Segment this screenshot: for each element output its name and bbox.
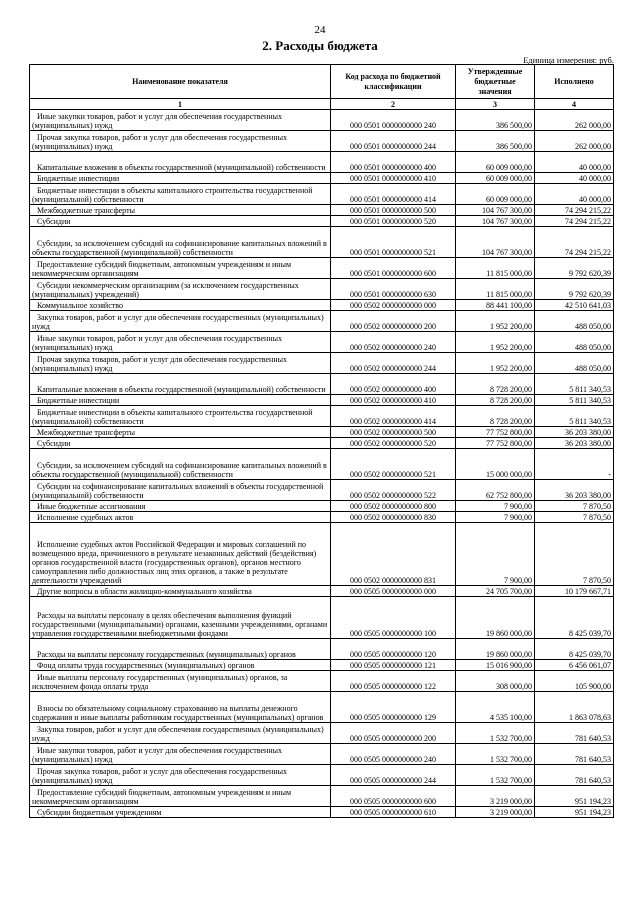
row-name: Прочая закупка товаров, работ и услуг для обеспечения государственных (муниципальных) нужд bbox=[30, 353, 331, 374]
row-code: 000 0505 0000000000 000 bbox=[331, 586, 456, 597]
row-executed: 7 870,50 bbox=[535, 523, 614, 586]
table-row bbox=[30, 353, 614, 374]
row-executed: 262 000,00 bbox=[535, 110, 614, 131]
row-name: Иные закупки товаров, работ и услуг для обеспечения государственных (муниципальных) нужд bbox=[30, 110, 331, 131]
row-executed: 781 640,53 bbox=[535, 723, 614, 744]
table-row bbox=[30, 597, 614, 639]
column-number: 4 bbox=[535, 99, 614, 110]
section-title: 2. Расходы бюджета bbox=[262, 38, 378, 53]
row-approved: 11 815 000,00 bbox=[456, 258, 535, 279]
row-code: 000 0502 0000000000 831 bbox=[331, 523, 456, 586]
row-approved: 8 728 200,00 bbox=[456, 406, 535, 427]
row-approved: 104 767 300,00 bbox=[456, 227, 535, 258]
table-row bbox=[30, 216, 614, 227]
row-executed: 105 900,00 bbox=[535, 671, 614, 692]
row-name: Исполнение судебных актов bbox=[30, 512, 331, 523]
row-approved: 77 752 800,00 bbox=[456, 438, 535, 449]
row-approved: 7 900,00 bbox=[456, 523, 535, 586]
row-approved: 62 752 800,00 bbox=[456, 480, 535, 501]
row-executed: 951 194,23 bbox=[535, 786, 614, 807]
table-row bbox=[30, 723, 614, 744]
row-name: Бюджетные инвестиции bbox=[30, 395, 331, 406]
row-name: Субсидии на софинансирование капитальных вложений в объекты государственной (муниципальной) собственности bbox=[30, 480, 331, 501]
expenses-table bbox=[29, 64, 614, 818]
row-approved: 11 815 000,00 bbox=[456, 279, 535, 300]
row-code: 000 0502 0000000000 800 bbox=[331, 501, 456, 512]
row-code: 000 0502 0000000000 244 bbox=[331, 353, 456, 374]
row-code: 000 0505 0000000000 610 bbox=[331, 807, 456, 818]
row-approved: 386 500,00 bbox=[456, 131, 535, 152]
row-executed: 9 792 620,39 bbox=[535, 258, 614, 279]
row-name: Иные бюджетные ассигнования bbox=[30, 501, 331, 512]
row-name: Другие вопросы в области жилищно-коммунального хозяйства bbox=[30, 586, 331, 597]
table-row bbox=[30, 311, 614, 332]
row-executed: 7 870,50 bbox=[535, 512, 614, 523]
row-executed: 488 050,00 bbox=[535, 311, 614, 332]
row-approved: 3 219 000,00 bbox=[456, 786, 535, 807]
table-row bbox=[30, 786, 614, 807]
row-approved: 308 000,00 bbox=[456, 671, 535, 692]
row-executed: 9 792 620,39 bbox=[535, 279, 614, 300]
row-code: 000 0501 0000000000 414 bbox=[331, 184, 456, 205]
table-row bbox=[30, 395, 614, 406]
column-number: 1 bbox=[30, 99, 331, 110]
row-executed: 36 203 380,00 bbox=[535, 438, 614, 449]
row-name: Прочая закупка товаров, работ и услуг для обеспечения государственных (муниципальных) нужд bbox=[30, 765, 331, 786]
row-executed: 40 000,00 bbox=[535, 173, 614, 184]
row-executed: 8 425 039,70 bbox=[535, 639, 614, 660]
row-name: Расходы на выплаты персоналу государственных (муниципальных) органов bbox=[30, 639, 331, 660]
row-name: Межбюджетные трансферты bbox=[30, 427, 331, 438]
table-row bbox=[30, 480, 614, 501]
header-approved: Утвержденные бюджетные значения bbox=[456, 65, 535, 99]
table-row bbox=[30, 744, 614, 765]
table-row bbox=[30, 173, 614, 184]
row-name: Расходы на выплаты персоналу в целях обеспечения выполнения функций государственными (муниципальными) органами, казенными учреждениями, органами управления государственными внебюджетными фондами bbox=[30, 597, 331, 639]
row-approved: 60 009 000,00 bbox=[456, 184, 535, 205]
row-executed: 74 294 215,22 bbox=[535, 216, 614, 227]
row-approved: 104 767 300,00 bbox=[456, 205, 535, 216]
table-row bbox=[30, 152, 614, 173]
row-name: Коммунальное хозяйство bbox=[30, 300, 331, 311]
table-row bbox=[30, 258, 614, 279]
row-code: 000 0501 0000000000 244 bbox=[331, 131, 456, 152]
table-row bbox=[30, 184, 614, 205]
row-approved: 19 860 000,00 bbox=[456, 597, 535, 639]
row-code: 000 0502 0000000000 830 bbox=[331, 512, 456, 523]
row-code: 000 0501 0000000000 630 bbox=[331, 279, 456, 300]
row-code: 000 0502 0000000000 240 bbox=[331, 332, 456, 353]
row-name: Бюджетные инвестиции в объекты капитального строительства государственной (муниципальной) собственности bbox=[30, 406, 331, 427]
row-executed: 36 203 380,00 bbox=[535, 427, 614, 438]
row-code: 000 0505 0000000000 240 bbox=[331, 744, 456, 765]
row-name: Капитальные вложения в объекты государственной (муниципальной) собственности bbox=[30, 152, 331, 173]
row-approved: 1 952 200,00 bbox=[456, 353, 535, 374]
row-code: 000 0505 0000000000 122 bbox=[331, 671, 456, 692]
row-code: 000 0501 0000000000 600 bbox=[331, 258, 456, 279]
table-row bbox=[30, 501, 614, 512]
table-row bbox=[30, 110, 614, 131]
table-row bbox=[30, 279, 614, 300]
row-approved: 1 532 700,00 bbox=[456, 765, 535, 786]
table-row bbox=[30, 300, 614, 311]
row-code: 000 0505 0000000000 200 bbox=[331, 723, 456, 744]
row-executed: 8 425 039,70 bbox=[535, 597, 614, 639]
row-executed: 488 050,00 bbox=[535, 353, 614, 374]
table-row bbox=[30, 131, 614, 152]
row-approved: 7 900,00 bbox=[456, 501, 535, 512]
table-row bbox=[30, 660, 614, 671]
row-code: 000 0505 0000000000 129 bbox=[331, 692, 456, 723]
row-approved: 15 016 900,00 bbox=[456, 660, 535, 671]
table-row bbox=[30, 332, 614, 353]
row-approved: 77 752 800,00 bbox=[456, 427, 535, 438]
row-executed: 10 179 667,71 bbox=[535, 586, 614, 597]
header-code: Код расхода по бюджетной классификации bbox=[331, 65, 456, 99]
row-name: Исполнение судебных актов Российской Федерации и мировых соглашений по возмещению вреда, причиненного в результате незаконных действий (бездействия) органов государственной власти (государственных органов), органов местного самоуправления либо должностных лиц этих органов, а также в результате деятельности учреждений bbox=[30, 523, 331, 586]
row-approved: 19 860 000,00 bbox=[456, 639, 535, 660]
table-row bbox=[30, 765, 614, 786]
row-name: Закупка товаров, работ и услуг для обеспечения государственных (муниципальных) нужд bbox=[30, 723, 331, 744]
row-approved: 60 009 000,00 bbox=[456, 173, 535, 184]
row-code: 000 0501 0000000000 520 bbox=[331, 216, 456, 227]
row-code: 000 0502 0000000000 000 bbox=[331, 300, 456, 311]
row-executed: 488 050,00 bbox=[535, 332, 614, 353]
row-name: Субсидии, за исключением субсидий на софинансирование капитальных вложений в объекты государственной (муниципальной) собственности bbox=[30, 227, 331, 258]
row-approved: 1 532 700,00 bbox=[456, 744, 535, 765]
row-name: Прочая закупка товаров, работ и услуг для обеспечения государственных (муниципальных) нужд bbox=[30, 131, 331, 152]
row-approved: 24 705 700,00 bbox=[456, 586, 535, 597]
row-executed: 36 203 380,00 bbox=[535, 480, 614, 501]
row-name: Взносы по обязательному социальному страхованию на выплаты денежного содержания и иные выплаты работникам государственных (муниципальных) органов bbox=[30, 692, 331, 723]
row-name: Субсидии bbox=[30, 216, 331, 227]
row-name: Бюджетные инвестиции в объекты капитального строительства государственной (муниципальной) собственности bbox=[30, 184, 331, 205]
table-row bbox=[30, 692, 614, 723]
row-executed: 781 640,53 bbox=[535, 765, 614, 786]
column-number-row bbox=[30, 99, 614, 110]
row-executed: 74 294 215,22 bbox=[535, 205, 614, 216]
row-name: Иные выплаты персоналу государственных (муниципальных) органов, за исключением фонда оплаты труда bbox=[30, 671, 331, 692]
table-row bbox=[30, 438, 614, 449]
row-approved: 8 728 200,00 bbox=[456, 395, 535, 406]
row-executed: 5 811 340,53 bbox=[535, 374, 614, 395]
row-name: Иные закупки товаров, работ и услуг для обеспечения государственных (муниципальных) нужд bbox=[30, 332, 331, 353]
table-row bbox=[30, 523, 614, 586]
row-code: 000 0501 0000000000 400 bbox=[331, 152, 456, 173]
row-code: 000 0501 0000000000 500 bbox=[331, 205, 456, 216]
table-body bbox=[30, 110, 614, 818]
row-name: Закупка товаров, работ и услуг для обеспечения государственных (муниципальных) нужд bbox=[30, 311, 331, 332]
row-executed: 7 870,50 bbox=[535, 501, 614, 512]
row-code: 000 0505 0000000000 120 bbox=[331, 639, 456, 660]
row-name: Субсидии, за исключением субсидий на софинансирование капитальных вложений в объекты государственной (муниципальной) собственности bbox=[30, 449, 331, 480]
row-approved: 3 219 000,00 bbox=[456, 807, 535, 818]
row-executed: 781 640,53 bbox=[535, 744, 614, 765]
row-code: 000 0502 0000000000 522 bbox=[331, 480, 456, 501]
row-approved: 88 441 100,00 bbox=[456, 300, 535, 311]
row-code: 000 0505 0000000000 100 bbox=[331, 597, 456, 639]
table-row bbox=[30, 374, 614, 395]
row-executed: 951 194,23 bbox=[535, 807, 614, 818]
row-approved: 7 900,00 bbox=[456, 512, 535, 523]
row-code: 000 0501 0000000000 240 bbox=[331, 110, 456, 131]
row-code: 000 0502 0000000000 520 bbox=[331, 438, 456, 449]
row-code: 000 0505 0000000000 244 bbox=[331, 765, 456, 786]
row-name: Предоставление субсидий бюджетным, автономным учреждениям и иным некоммерческим организациям bbox=[30, 258, 331, 279]
row-code: 000 0502 0000000000 410 bbox=[331, 395, 456, 406]
row-executed: 5 811 340,53 bbox=[535, 395, 614, 406]
table-row bbox=[30, 406, 614, 427]
row-name: Субсидии bbox=[30, 438, 331, 449]
row-approved: 8 728 200,00 bbox=[456, 374, 535, 395]
row-code: 000 0505 0000000000 600 bbox=[331, 786, 456, 807]
header-executed: Исполнено bbox=[535, 65, 614, 99]
row-approved: 1 532 700,00 bbox=[456, 723, 535, 744]
table-row bbox=[30, 227, 614, 258]
row-name: Бюджетные инвестиции bbox=[30, 173, 331, 184]
row-executed: 262 000,00 bbox=[535, 131, 614, 152]
table-row bbox=[30, 449, 614, 480]
row-code: 000 0505 0000000000 121 bbox=[331, 660, 456, 671]
column-number: 2 bbox=[331, 99, 456, 110]
row-code: 000 0502 0000000000 200 bbox=[331, 311, 456, 332]
table-row bbox=[30, 639, 614, 660]
row-code: 000 0502 0000000000 521 bbox=[331, 449, 456, 480]
page-number: 24 bbox=[314, 24, 326, 36]
row-executed: - bbox=[535, 449, 614, 480]
row-code: 000 0502 0000000000 400 bbox=[331, 374, 456, 395]
row-executed: 42 510 641,03 bbox=[535, 300, 614, 311]
row-approved: 1 952 200,00 bbox=[456, 311, 535, 332]
table-row bbox=[30, 205, 614, 216]
table-header-row bbox=[30, 65, 614, 99]
table-row bbox=[30, 671, 614, 692]
table-row bbox=[30, 807, 614, 818]
row-name: Межбюджетные трансферты bbox=[30, 205, 331, 216]
row-name: Предоставление субсидий бюджетным, автономным учреждениям и иным некоммерческим организациям bbox=[30, 786, 331, 807]
row-code: 000 0502 0000000000 500 bbox=[331, 427, 456, 438]
row-executed: 40 000,00 bbox=[535, 152, 614, 173]
header-name: Наименование показателя bbox=[30, 65, 331, 99]
row-name: Капитальные вложения в объекты государственной (муниципальной) собственности bbox=[30, 374, 331, 395]
row-executed: 40 000,00 bbox=[535, 184, 614, 205]
row-code: 000 0502 0000000000 414 bbox=[331, 406, 456, 427]
row-name: Фонд оплаты труда государственных (муниципальных) органов bbox=[30, 660, 331, 671]
row-code: 000 0501 0000000000 521 bbox=[331, 227, 456, 258]
row-name: Субсидии бюджетным учреждениям bbox=[30, 807, 331, 818]
row-approved: 1 952 200,00 bbox=[456, 332, 535, 353]
table-row bbox=[30, 586, 614, 597]
row-executed: 1 863 078,63 bbox=[535, 692, 614, 723]
unit-label: Единица измерения: руб. bbox=[523, 55, 614, 65]
table-row bbox=[30, 427, 614, 438]
row-name: Иные закупки товаров, работ и услуг для обеспечения государственных (муниципальных) нужд bbox=[30, 744, 331, 765]
table-row bbox=[30, 512, 614, 523]
row-executed: 5 811 340,53 bbox=[535, 406, 614, 427]
row-executed: 6 456 061,07 bbox=[535, 660, 614, 671]
row-code: 000 0501 0000000000 410 bbox=[331, 173, 456, 184]
row-approved: 104 767 300,00 bbox=[456, 216, 535, 227]
row-approved: 386 500,00 bbox=[456, 110, 535, 131]
row-name: Субсидии некоммерческим организациям (за исключением государственных (муниципальных) учреждений) bbox=[30, 279, 331, 300]
column-number: 3 bbox=[456, 99, 535, 110]
row-approved: 15 000 000,00 bbox=[456, 449, 535, 480]
row-approved: 4 535 100,00 bbox=[456, 692, 535, 723]
row-executed: 74 294 215,22 bbox=[535, 227, 614, 258]
row-approved: 60 009 000,00 bbox=[456, 152, 535, 173]
